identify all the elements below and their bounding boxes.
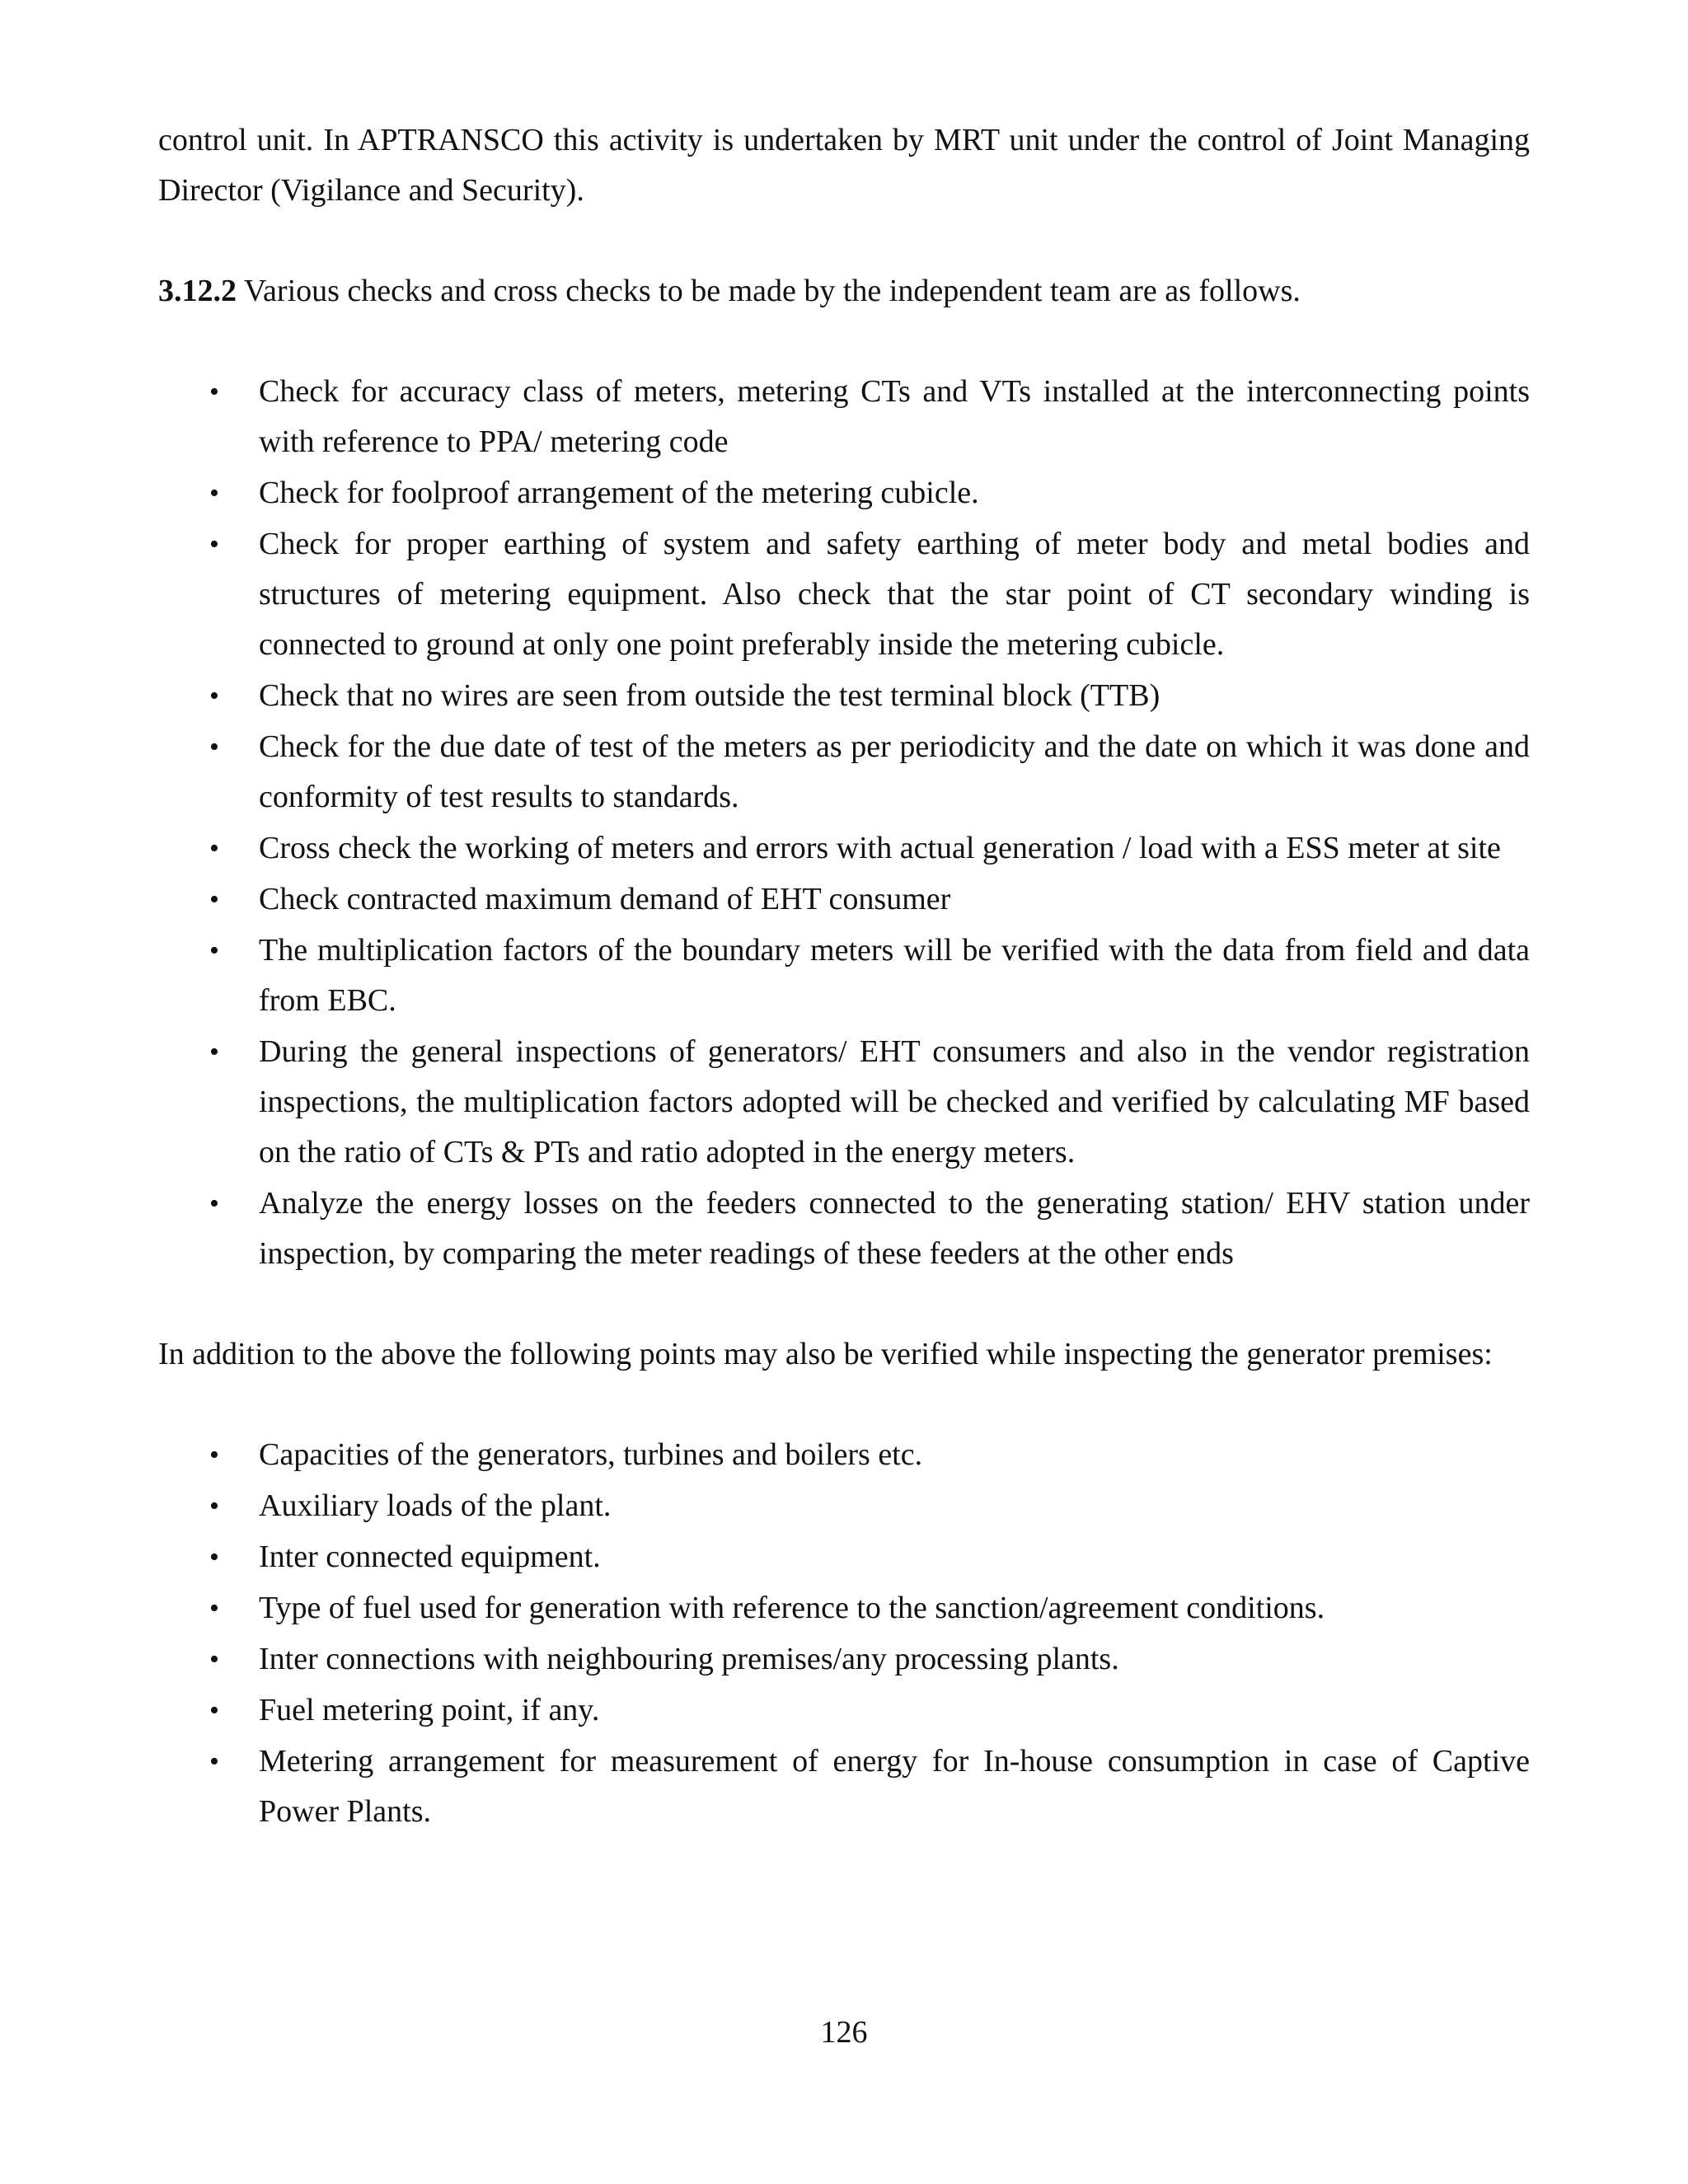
list-item [158, 823, 1530, 874]
bullet-icon: • [209, 884, 219, 915]
intro-paragraph: control unit. In APTRANSCO this activity is undertaken by MRT unit under the control of Joint Managing Director (Vigilance and Security). [158, 123, 1530, 208]
checks-list [158, 367, 1530, 1279]
page-content [158, 115, 1530, 1838]
list-item [158, 519, 1530, 670]
list-item [158, 722, 1530, 823]
bullet-icon: • [209, 1593, 219, 1624]
bullet-icon: • [209, 1695, 219, 1726]
list-item [158, 1532, 1530, 1582]
list-item-text: Auxiliary loads of the plant. [259, 1488, 612, 1523]
list-item-text: Check contracted maximum demand of EHT consumer [259, 882, 951, 916]
list-item-text: Check for foolproof arrangement of the metering cubicle. [259, 476, 979, 510]
list-item-text: Capacities of the generators, turbines and boilers etc. [259, 1437, 923, 1472]
list-item [158, 1583, 1530, 1633]
section-number: 3.12.2 [158, 274, 237, 308]
bullet-icon: • [209, 1746, 219, 1777]
bullet-icon: • [209, 529, 219, 560]
list-item [158, 1481, 1530, 1531]
list-item-text: Fuel metering point, if any. [259, 1693, 600, 1727]
bullet-icon: • [209, 935, 219, 966]
list-item [158, 1430, 1530, 1480]
bullet-icon: • [209, 478, 219, 509]
bullet-icon: • [209, 377, 219, 407]
list-item [158, 1685, 1530, 1736]
bullet-icon: • [209, 1491, 219, 1521]
list-item-text: The multiplication factors of the boundary meters will be verified with the data from field and data from EBC. [259, 933, 1530, 1018]
list-item-text: Analyze the energy losses on the feeders connected to the generating station/ EHV station under inspection, by comparing the meter readings of these feeders at the other ends [259, 1186, 1530, 1271]
section-heading-text: Various checks and cross checks to be made by the independent team are as follows. [237, 274, 1301, 308]
list-item [158, 671, 1530, 721]
list-item [158, 1027, 1530, 1178]
list-item-text: Check for accuracy class of meters, metering CTs and VTs installed at the interconnecting points with reference to PPA/ metering code [259, 374, 1530, 459]
list-item-text: Check that no wires are seen from outside the test terminal block (TTB) [259, 678, 1160, 713]
bullet-icon: • [209, 833, 219, 864]
list-item-text: Type of fuel used for generation with reference to the sanction/agreement conditions. [259, 1591, 1325, 1625]
bullet-icon: • [209, 1188, 219, 1219]
list-item [158, 1634, 1530, 1685]
list-item-text: During the general inspections of generators/ EHT consumers and also in the vendor registration inspections, the multiplication factors adopted will be checked and verified by calculating MF based on the ratio of CTs & PTs and ratio adopted in the energy meters. [259, 1034, 1530, 1169]
list-item-text: Inter connected equipment. [259, 1540, 601, 1574]
list-item-text: Metering arrangement for measurement of energy for In-house consumption in case of Captive Power Plants. [259, 1744, 1530, 1829]
list-item [158, 1179, 1530, 1279]
list-item [158, 367, 1530, 467]
generator-points-list [158, 1430, 1530, 1837]
list-item-text: Check for the due date of test of the meters as per periodicity and the date on which it was done and conformity of test results to standards. [259, 729, 1530, 814]
addition-paragraph: In addition to the above the following points may also be verified while inspecting the generator premises: [158, 1337, 1493, 1371]
page-number: 126 [820, 2015, 868, 2050]
bullet-icon: • [209, 681, 219, 711]
bullet-icon: • [209, 1644, 219, 1675]
list-item [158, 468, 1530, 518]
bullet-icon: • [209, 732, 219, 762]
bullet-icon: • [209, 1037, 219, 1067]
list-item-text: Check for proper earthing of system and safety earthing of meter body and metal bodies and structures of metering equipment. Also check that the star point of CT secondary winding is connected to ground at only one point preferably inside the metering cubicle. [259, 527, 1530, 662]
bullet-icon: • [209, 1440, 219, 1470]
section-heading-paragraph [158, 266, 1530, 316]
list-item [158, 1736, 1530, 1837]
list-item-text: Cross check the working of meters and errors with actual generation / load with a ESS meter at site [259, 831, 1501, 865]
list-item [158, 874, 1530, 925]
bullet-icon: • [209, 1542, 219, 1572]
list-item [158, 926, 1530, 1026]
list-item-text: Inter connections with neighbouring premises/any processing plants. [259, 1642, 1119, 1676]
